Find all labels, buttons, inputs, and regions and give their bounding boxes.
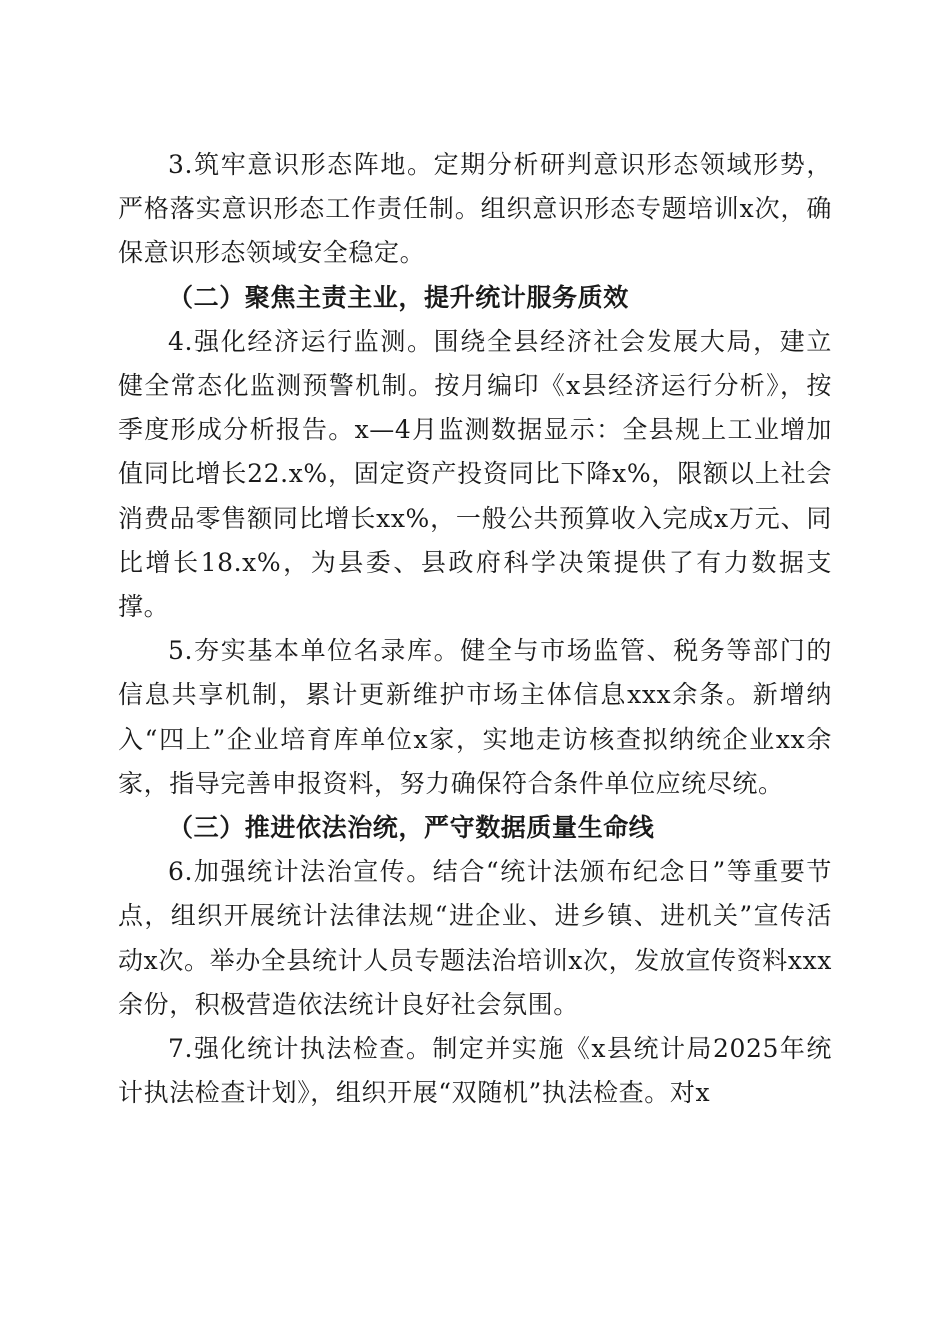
- section-heading-3: （三）推进依法治统，严守数据质量生命线: [168, 813, 655, 843]
- paragraph-economic-monitoring: 4.强化经济运行监测。围绕全县经济社会发展大局，建立健全常态化监测预警机制。按月编印《x县经济运行分析》，按季度形成分析报告。x—4月监测数据显示：全县规上工业增加值同比增长22.x%，固定资产投资同比下降x%，限额以上社会消费品零售额同比增长xx%，一般公共预算收入完成x万元、同比增长18.x%，为县委、县政府科学决策提供了有力数据支撑。: [118, 326, 832, 622]
- paragraph-ideology-position: 3.筑牢意识形态阵地。定期分析研判意识形态领域形势，严格落实意识形态工作责任制。组织意识形态专题培训x次，确保意识形态领域安全稳定。: [118, 150, 832, 268]
- section-heading-2: （二）聚焦主责主业，提升统计服务质效: [168, 282, 629, 312]
- paragraph-unit-directory: 5.夯实基本单位名录库。健全与市场监管、税务等部门的信息共享机制，累计更新维护市场主体信息xxx余条。新增纳入“四上”企业培育库单位x家，实地走访核查拟纳统企业xx余家，指导完善申报资料，努力确保符合条件单位应统尽统。: [118, 636, 832, 798]
- document-body: [118, 143, 832, 1115]
- paragraph-law-enforcement: 7.强化统计执法检查。制定并实施《x县统计局2025年统计执法检查计划》，组织开展“双随机”执法检查。对x: [118, 1034, 832, 1108]
- paragraph-law-publicity: 6.加强统计法治宣传。结合“统计法颁布纪念日”等重要节点，组织开展统计法律法规“进企业、进乡镇、进机关”宣传活动x次。举办全县统计人员专题法治培训x次，发放宣传资料xxx余份，积极营造依法统计良好社会氛围。: [118, 857, 832, 1019]
